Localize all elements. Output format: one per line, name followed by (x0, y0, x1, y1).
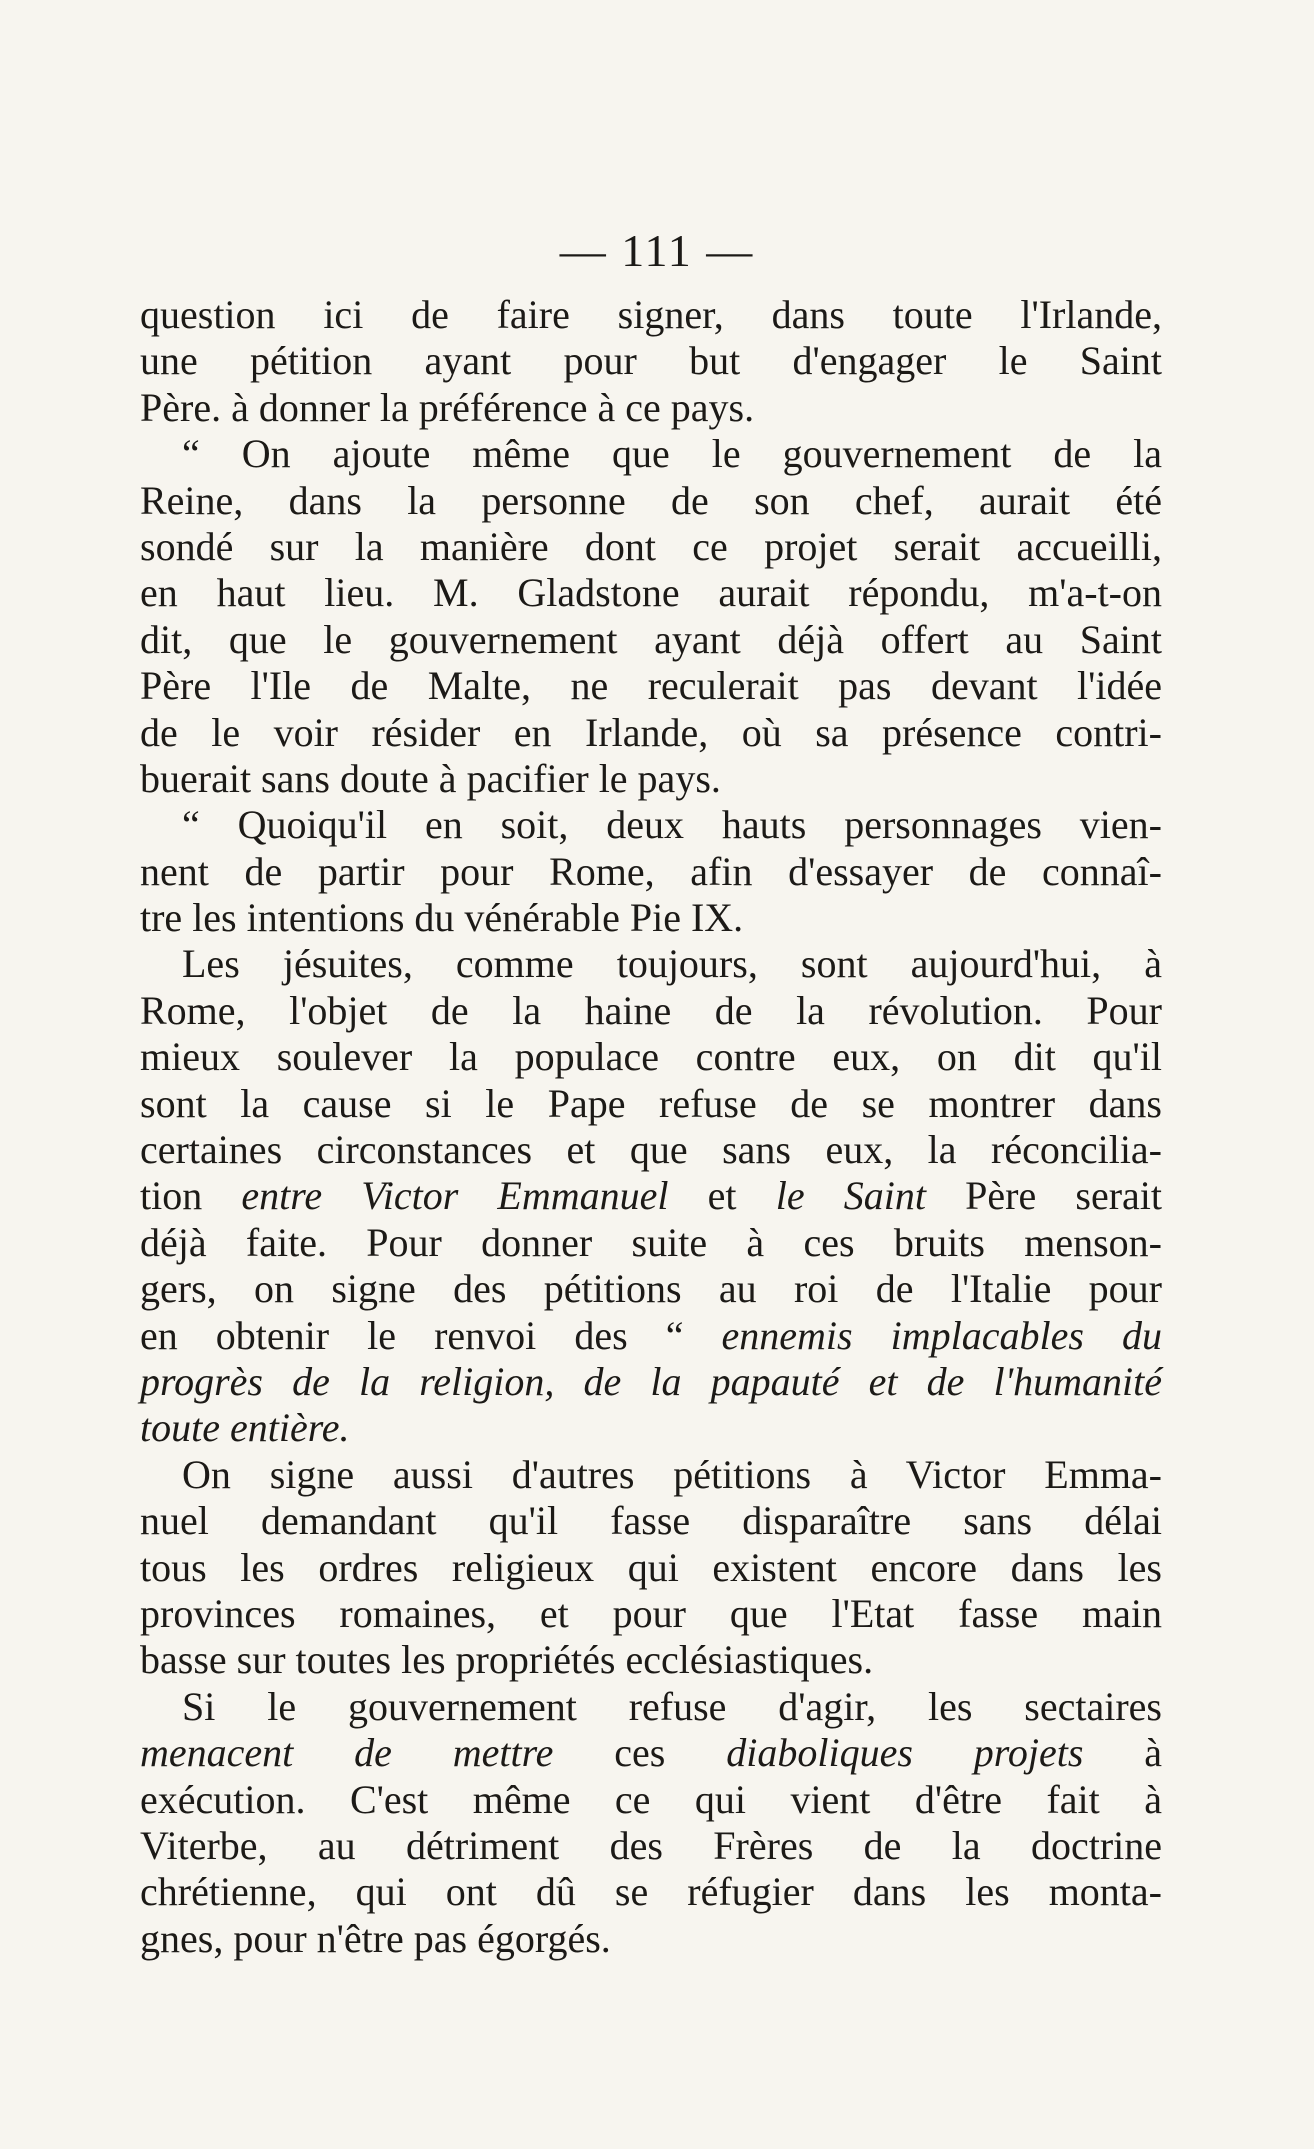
text-fragment: à (1083, 1730, 1163, 1776)
text-line (140, 1359, 1162, 1405)
text-line: gnes, pour n'être pas égorgés. (140, 1915, 611, 1961)
italic-text: diaboliques projets (726, 1730, 1084, 1776)
text-line: dit, que le gouvernement ayant déjà offert au Saint (140, 616, 1162, 662)
text-line: sondé sur la manière dont ce projet serait accueilli, (140, 523, 1162, 569)
italic-text: toute entière. (140, 1405, 350, 1451)
text-line: nent de partir pour Rome, afin d'essayer de connaî- (140, 848, 1162, 894)
page-number: — 111 — (559, 225, 755, 276)
text-line: tous les ordres religieux qui existent encore dans les (140, 1544, 1162, 1590)
text-line: exécution. C'est même ce qui vient d'être fait à (140, 1776, 1162, 1822)
text-line: Si le gouvernement refuse d'agir, les sectaires (182, 1683, 1162, 1729)
text-fragment: en obtenir le renvoi des “ (140, 1312, 722, 1358)
text-line: de le voir résider en Irlande, où sa présence contri- (140, 709, 1162, 755)
text-line: Père. à donner la préférence à ce pays. (140, 384, 755, 430)
text-line: basse sur toutes les propriétés ecclésiastiques. (140, 1637, 874, 1683)
text-line: une pétition ayant pour but d'engager le Saint (140, 338, 1162, 384)
text-fragment: Père serait (925, 1173, 1163, 1219)
text-line: chrétienne, qui ont dû se réfugier dans les monta- (140, 1869, 1162, 1915)
text-line: Rome, l'objet de la haine de la révolution. Pour (140, 987, 1162, 1033)
text-fragment: tion (140, 1173, 242, 1219)
italic-text: le Saint (775, 1173, 926, 1219)
text-line: Viterbe, au détriment des Frères de la doctrine (140, 1822, 1162, 1868)
text-line (140, 1405, 1162, 1451)
text-line: gers, on signe des pétitions au roi de l'Italie pour (140, 1266, 1162, 1312)
text-fragment: et (668, 1173, 776, 1219)
text-line: On signe aussi d'autres pétitions à Victor Emma- (182, 1451, 1162, 1497)
text-line: sont la cause si le Pape refuse de se montrer dans (140, 1080, 1162, 1126)
text-line: en haut lieu. M. Gladstone aurait répondu, m'a-t-on (140, 570, 1162, 616)
italic-text: ennemis implacables du (721, 1312, 1162, 1358)
text-line: nuel demandant qu'il fasse disparaître sans délai (140, 1498, 1162, 1544)
text-line: provinces romaines, et pour que l'Etat fasse main (140, 1590, 1162, 1636)
text-line (140, 1313, 1162, 1359)
text-line: Reine, dans la personne de son chef, aurait été (140, 477, 1162, 523)
italic-text: entre Victor Emmanuel (241, 1173, 669, 1219)
italic-text: menacent de mettre (140, 1730, 554, 1776)
text-line: déjà faite. Pour donner suite à ces bruits menson- (140, 1219, 1162, 1265)
text-line: tre les intentions du vénérable Pie IX. (140, 895, 744, 941)
text-line: mieux soulever la populace contre eux, on dit qu'il (140, 1034, 1162, 1080)
text-line (140, 1173, 1162, 1219)
text-line: question ici de faire signer, dans toute l'Irlande, (140, 292, 1162, 337)
italic-text: progrès de la religion, de la papauté et de l'humanité (140, 1358, 1162, 1404)
text-line (140, 1730, 1162, 1776)
body-text (140, 292, 1162, 1962)
text-line: “ Quoiqu'il en soit, deux hauts personnages vien- (182, 802, 1162, 848)
text-line: Les jésuites, comme toujours, sont aujourd'hui, à (182, 941, 1162, 987)
text-fragment: ces (553, 1730, 727, 1776)
text-line: certaines circonstances et que sans eux, la réconcilia- (140, 1127, 1162, 1173)
text-line: Père l'Ile de Malte, ne reculerait pas devant l'idée (140, 663, 1162, 709)
text-line: buerait sans doute à pacifier le pays. (140, 755, 721, 801)
text-line: “ On ajoute même que le gouvernement de la (182, 431, 1162, 477)
